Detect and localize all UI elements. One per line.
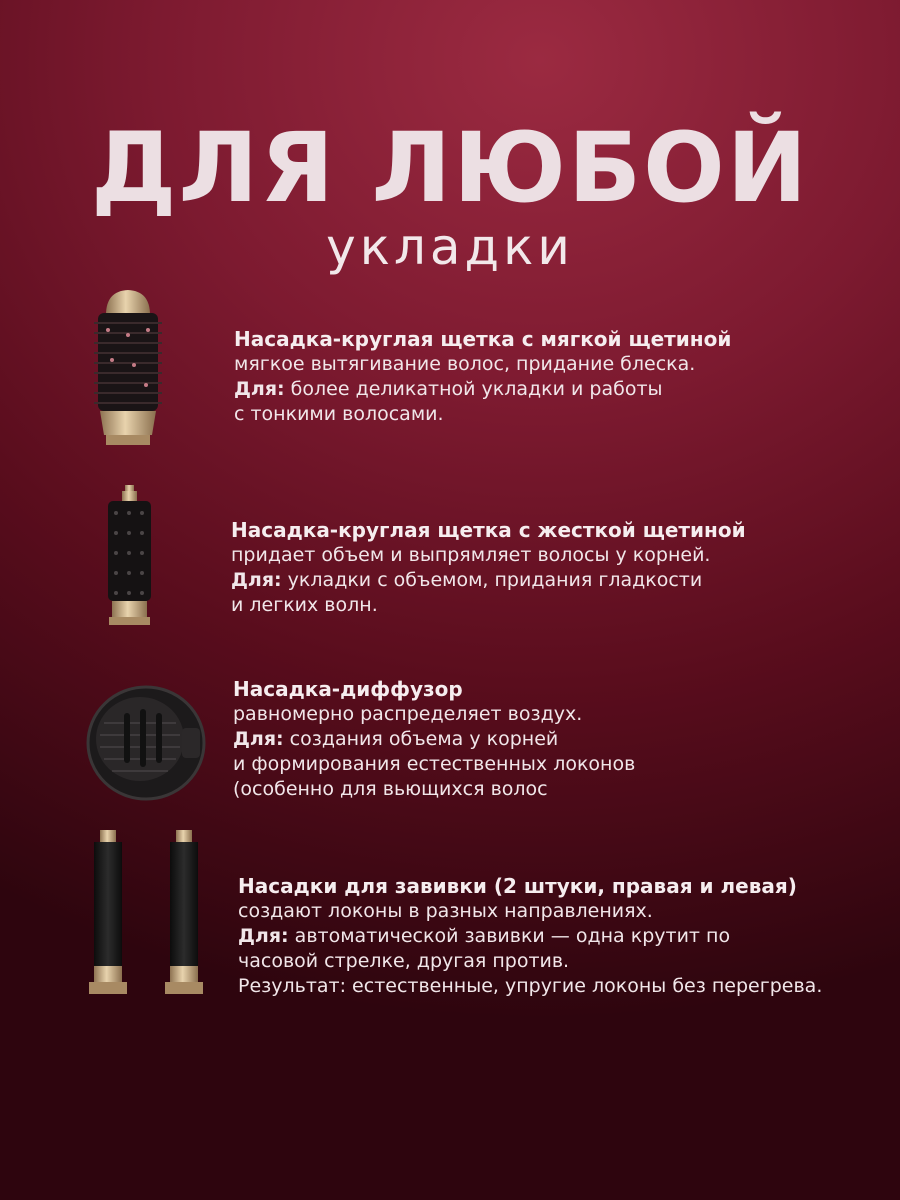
- right-curler: [165, 830, 203, 994]
- curlers-desc: создают локоны в разных направлениях.: [238, 900, 653, 922]
- diffuser-heading: Насадка-диффузор: [233, 677, 463, 701]
- diffuser-for: [233, 727, 635, 752]
- diffuser-image: [84, 683, 209, 803]
- curlers-description: [238, 873, 822, 999]
- diffuser-description: [233, 676, 635, 802]
- for-label: Для:: [233, 728, 284, 750]
- diffuser-for-text: создания объема у корней: [283, 728, 559, 750]
- for-label: Для:: [231, 569, 282, 591]
- stiff-brush-desc: придает объем и выпрямляет волосы у корней.: [231, 544, 711, 566]
- diffuser-extra-2: (особенно для вьющихся волос: [233, 778, 548, 800]
- soft-round-brush-image: [88, 285, 168, 450]
- diffuser-desc: равномерно распределяет воздух.: [233, 703, 583, 725]
- page-title: ДЛЯ ЛЮБОЙ: [90, 112, 810, 224]
- diffuser-extra-1: и формирования естественных локонов: [233, 753, 636, 775]
- soft-brush-desc: мягкое вытягивание волос, придание блеска.: [234, 353, 696, 375]
- soft-brush-for-text: более деликатной укладки и работы: [284, 378, 663, 400]
- curlers-for: [238, 924, 822, 949]
- for-label: Для:: [234, 378, 285, 400]
- curlers-extra-2: Результат: естественные, упругие локоны без перегрева.: [238, 975, 823, 997]
- curlers-heading: Насадки для завивки (2 штуки, правая и левая): [238, 874, 797, 898]
- stiff-brush-for: [231, 568, 746, 593]
- left-curler: [89, 830, 127, 994]
- stiff-brush-extra-1: и легких волн.: [231, 594, 378, 616]
- stiff-brush-for-text: укладки с объемом, придания гладкости: [281, 569, 703, 591]
- curling-attachments-image: [84, 826, 214, 1001]
- curlers-for-text: автоматической завивки — одна крутит по: [288, 925, 731, 947]
- soft-brush-extra-1: с тонкими волосами.: [234, 403, 444, 425]
- soft-brush-description: [234, 326, 731, 427]
- soft-brush-heading: Насадка-круглая щетка с мягкой щетиной: [234, 327, 732, 351]
- page-subtitle: укладки: [326, 218, 574, 276]
- stiff-round-brush-image: [102, 483, 157, 628]
- stiff-brush-description: [231, 517, 746, 618]
- stiff-brush-heading: Насадка-круглая щетка с жесткой щетиной: [231, 518, 746, 542]
- for-label: Для:: [238, 925, 289, 947]
- curlers-extra-1: часовой стрелке, другая против.: [238, 950, 570, 972]
- soft-brush-for: [234, 377, 731, 402]
